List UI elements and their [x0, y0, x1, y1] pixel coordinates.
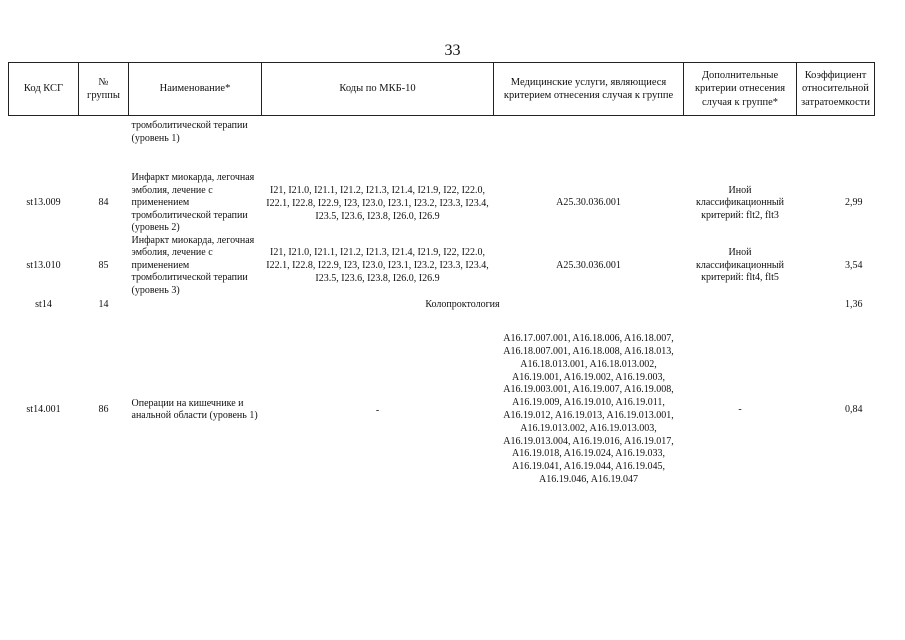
cell-coef: 0,84 — [845, 403, 863, 415]
table-row — [9, 319, 875, 501]
cell-coef — [797, 116, 875, 151]
cell-services: A25.30.036.001 — [556, 197, 621, 208]
section-code: st14 — [35, 299, 52, 310]
section-row — [9, 297, 875, 319]
cell-criteria: Иной классификационный критерий: flt4, flt5 — [696, 247, 784, 283]
header-coefficient: Коэффициент относительной затратоемкости — [797, 63, 875, 116]
cell-mkb — [262, 116, 494, 151]
cell-mkb: I21, I21.0, I21.1, I21.2, I21.3, I21.4, I21.9, I22, I22.0, I22.1, I22.8, I22.9, I23, I23.0, I23.1, I23.2, I23.3, I23.4, I23.5, I23.6, I23.8, I26.0, I26.9 — [266, 184, 489, 222]
cell-name: Операции на кишечнике и анальной области (уровень 1) — [131, 397, 258, 421]
ksg-table — [8, 62, 875, 501]
cell-code: st13.010 — [26, 259, 61, 271]
table-header-row — [9, 63, 875, 116]
header-extra-criteria: Дополнительные критерии отнесения случая к группе* — [684, 63, 797, 116]
section-title: Колопроктология — [425, 299, 500, 310]
cell-mkb: I21, I21.0, I21.1, I21.2, I21.3, I21.4, I21.9, I22, I22.0, I22.1, I22.8, I22.9, I23, I23.0, I23.1, I23.2, I23.3, I23.4, I23.5, I23.6, I23.8, I26.0, I26.9 — [266, 247, 489, 285]
cell-group: 86 — [98, 403, 109, 415]
table-row — [9, 235, 875, 298]
cell-code: st14.001 — [26, 403, 61, 415]
section-coef: 1,36 — [845, 299, 863, 310]
cell-services — [494, 116, 684, 151]
cell-services: A25.30.036.001 — [556, 259, 621, 271]
cell-mkb: - — [375, 404, 380, 416]
cell-code — [9, 116, 79, 151]
header-services: Медицинские услуги, являющиеся критерием отнесения случая к группе — [494, 63, 684, 116]
cell-criteria: Иной классификационный критерий: flt2, flt3 — [696, 184, 784, 221]
section-group: 14 — [98, 299, 109, 310]
cell-coef: 2,99 — [845, 197, 863, 208]
header-mkb-codes: Коды по МКБ-10 — [262, 63, 494, 116]
header-group-number: № группы — [79, 63, 129, 116]
cell-group: 84 — [98, 197, 109, 208]
cell-group — [79, 116, 129, 151]
table-row — [9, 116, 875, 151]
cell-services: A16.17.007.001, A16.18.006, A16.18.007, A16.18.007.001, A16.18.008, A16.18.013, A16.18.013.001, A16.18.013.002, A16.19.001, A16.19.002, A16.19.003, A16.19.003.001, A16.19.007, A16.19.008, A16.19.009, A16.19.010, A16.19.011, A16.19.012, A16.19.013, A16.19.013.001, A16.19.013.002, A16.19.013.003, A16.19.013.004, A16.19.016, A16.19.017, A16.19.018, A16.19.024, A16.19.033, A16.19.041, A16.19.044, A16.19.045, A16.19.046, A16.19.047 — [503, 333, 674, 485]
cell-code: st13.009 — [26, 197, 61, 208]
cell-group: 85 — [98, 259, 109, 271]
header-name: Наименование* — [129, 63, 262, 116]
cell-criteria: - — [738, 403, 742, 415]
table-row — [9, 150, 875, 235]
header-ksg-code: Код КСГ — [9, 63, 79, 116]
cell-name: Инфаркт миокарда, легочная эмболия, лечение с применением тромболитической терапии (уровень 3) — [131, 234, 255, 296]
cell-coef: 3,54 — [845, 259, 863, 271]
page-number: 33 — [444, 42, 461, 59]
cell-name: Инфаркт миокарда, легочная эмболия, лечение с применением тромболитической терапии (уровень 2) — [131, 172, 255, 233]
cell-criteria — [684, 116, 797, 151]
cell-name: тромболитической терапии (уровень 1) — [131, 120, 248, 144]
